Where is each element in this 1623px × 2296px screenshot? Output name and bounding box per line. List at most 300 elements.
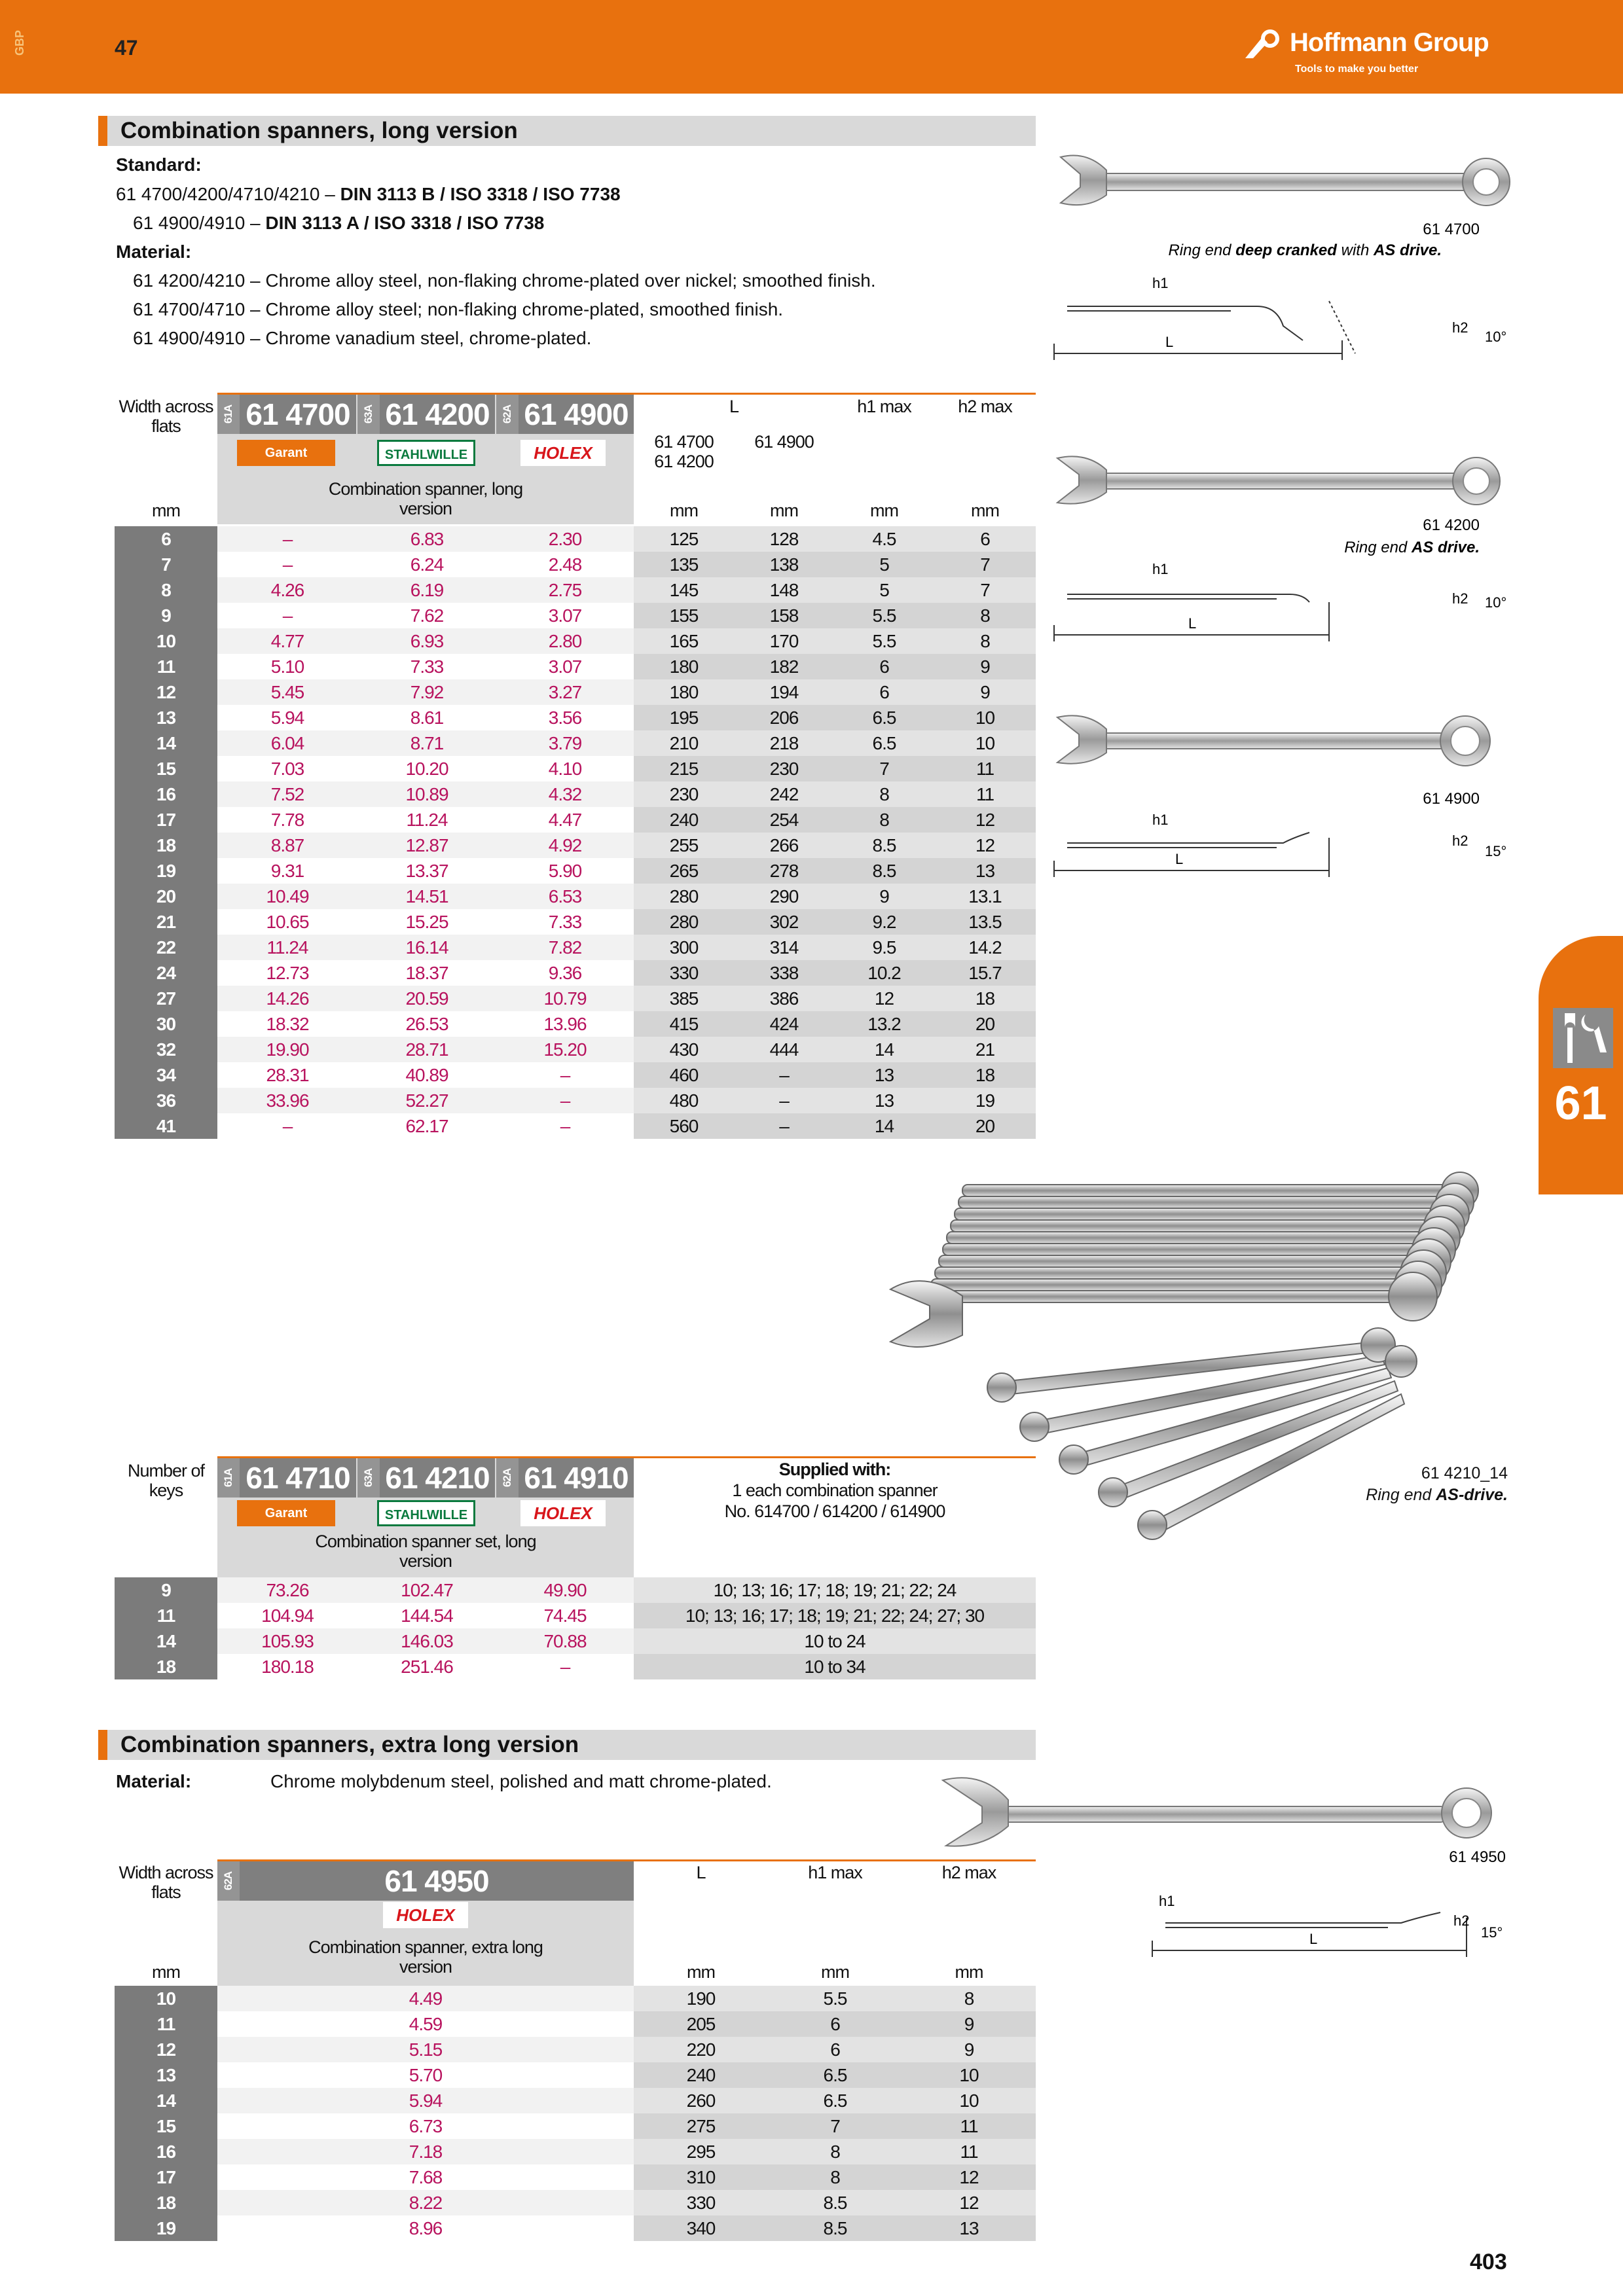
table3-h2-header: h2 max <box>941 1863 996 1882</box>
dimension-cell: 254 <box>734 807 834 833</box>
dimension-cell: 206 <box>734 705 834 730</box>
cat-badge-62a-2: 62A <box>496 1458 519 1498</box>
dimension-cell: 7 <box>934 577 1036 603</box>
dimension-cell: 13 <box>934 858 1036 884</box>
dimension-cell: 10 to 24 <box>634 1628 1036 1654</box>
page-number-bottom: 403 <box>1470 2250 1507 2274</box>
price-cell: 49.90 <box>496 1577 634 1603</box>
article-61-4210[interactable] <box>357 1458 495 1498</box>
set-spanner-bar <box>927 1291 1401 1302</box>
key-size-cell: 18 <box>115 1654 217 1679</box>
dimension-cell: 180 <box>634 654 734 679</box>
price-cell: 4.47 <box>496 807 634 833</box>
set-spanner-bar <box>951 1220 1440 1232</box>
price-cell: – <box>217 603 357 628</box>
dimension-cell: 6 <box>768 2037 902 2062</box>
price-cell: 6.04 <box>217 730 357 756</box>
set-spanner-bar <box>935 1267 1414 1279</box>
price-cell: 5.94 <box>217 705 357 730</box>
dimension-cell: 195 <box>634 705 734 730</box>
table1-row <box>115 960 1036 986</box>
price-cell: 26.53 <box>357 1011 496 1037</box>
hoffmann-group-logo[interactable] <box>1244 23 1506 82</box>
holex-logo-2: HOLEX <box>520 1500 606 1526</box>
cap1-code: 61 4700 <box>1423 221 1480 238</box>
table1-row <box>115 1037 1036 1062</box>
article-number-1: 61 4700 <box>246 397 350 431</box>
key-size-cell: 9 <box>115 1577 217 1603</box>
key-size-cell: 41 <box>115 1113 217 1139</box>
dimension-cell: 12 <box>934 833 1036 858</box>
dimension-cell: 12 <box>902 2164 1036 2190</box>
price-cell: 4.49 <box>217 1986 634 2011</box>
price-cell: 6.53 <box>496 884 634 909</box>
table1-row <box>115 884 1036 909</box>
dimension-cell: 295 <box>634 2139 768 2164</box>
price-cell: 3.27 <box>496 679 634 705</box>
dimension-cell: 9 <box>902 2011 1036 2037</box>
price-cell: 18.32 <box>217 1011 357 1037</box>
spanner-category-icon <box>1553 1008 1613 1068</box>
price-cell: 2.80 <box>496 628 634 654</box>
dimension-cell: 6.5 <box>768 2088 902 2113</box>
supplied-with-title: Supplied with: <box>778 1460 891 1479</box>
table1-L-header: L <box>729 397 739 416</box>
price-cell: 6.73 <box>217 2113 634 2139</box>
dimension-cell: 230 <box>734 756 834 781</box>
table1-row <box>115 1088 1036 1113</box>
dimension-drawing-61-4700 <box>1054 301 1355 360</box>
article-61-4900[interactable] <box>496 395 634 434</box>
table1-col-width-header: Width across flats <box>119 397 213 436</box>
dim-h2-2: h2 <box>1452 590 1468 607</box>
dimension-cell: 138 <box>734 552 834 577</box>
dimension-cell: 6 <box>934 526 1036 552</box>
material-line-2 <box>133 295 783 324</box>
key-size-cell: 32 <box>115 1037 217 1062</box>
hoffmann-logo-icon <box>1244 29 1285 61</box>
article-61-4700[interactable] <box>217 395 356 434</box>
key-size-cell: 18 <box>115 833 217 858</box>
table3-unit-h2: mm <box>955 1962 983 1982</box>
key-size-cell: 11 <box>115 1603 217 1628</box>
set-spanner-bar <box>958 1196 1453 1208</box>
price-cell: 2.75 <box>496 577 634 603</box>
dimension-cell: 9.2 <box>834 909 934 935</box>
dim-h1-1: h1 <box>1152 275 1169 291</box>
table1-row <box>115 705 1036 730</box>
key-size-cell: 16 <box>115 781 217 807</box>
material-line-1 <box>133 266 876 295</box>
table1-row <box>115 756 1036 781</box>
dimension-cell: 15.7 <box>934 960 1036 986</box>
table1-spanner-data <box>115 526 1036 1139</box>
price-cell: 74.45 <box>496 1603 634 1628</box>
price-cell: 8.22 <box>217 2190 634 2215</box>
table2-row <box>115 1654 1036 1679</box>
table1-h1-header: h1 max <box>857 397 911 416</box>
dimension-cell: 218 <box>734 730 834 756</box>
dimension-cell: 12 <box>902 2190 1036 2215</box>
price-cell: 40.89 <box>357 1062 496 1088</box>
price-cell: 12.73 <box>217 960 357 986</box>
dimension-cell: 275 <box>634 2113 768 2139</box>
dimension-cell: 158 <box>734 603 834 628</box>
table3-row <box>115 2062 1036 2088</box>
price-cell: – <box>496 1113 634 1139</box>
key-size-cell: 19 <box>115 2215 217 2241</box>
dimension-cell: 300 <box>634 935 734 960</box>
table1-row <box>115 730 1036 756</box>
dim-h1-2: h1 <box>1152 561 1169 577</box>
table3-unit-col0: mm <box>152 1962 180 1982</box>
table1-row <box>115 628 1036 654</box>
dimension-cell: 415 <box>634 1011 734 1037</box>
section-title-long-version: Combination spanners, long version <box>98 116 1036 146</box>
table3-col-width-header: Width across flats <box>119 1863 213 1902</box>
spanner-photo-61-4950 <box>943 1778 1491 1846</box>
price-cell: 146.03 <box>357 1628 496 1654</box>
dimension-cell: 12 <box>934 807 1036 833</box>
price-cell: 10.79 <box>496 986 634 1011</box>
key-size-cell: 14 <box>115 730 217 756</box>
key-size-cell: 24 <box>115 960 217 986</box>
table1-row <box>115 1113 1036 1139</box>
price-cell: 102.47 <box>357 1577 496 1603</box>
brand-tagline: Tools to make you better <box>1295 63 1419 75</box>
page-number-top: 47 <box>115 36 138 60</box>
dimension-cell: 6 <box>834 654 934 679</box>
dimension-cell: 338 <box>734 960 834 986</box>
dimension-cell: 20 <box>934 1113 1036 1139</box>
price-cell: – <box>496 1062 634 1088</box>
key-size-cell: 22 <box>115 935 217 960</box>
price-cell: 10.65 <box>217 909 357 935</box>
dimension-cell: 460 <box>634 1062 734 1088</box>
price-cell: 13.96 <box>496 1011 634 1037</box>
dimension-cell: 13.5 <box>934 909 1036 935</box>
set-caption-code: 61 4210_14 <box>1421 1464 1508 1482</box>
dimension-cell: 12 <box>834 986 934 1011</box>
dimension-cell: 424 <box>734 1011 834 1037</box>
price-cell: 4.92 <box>496 833 634 858</box>
table1-row <box>115 833 1036 858</box>
dimension-cell: 8.5 <box>768 2215 902 2241</box>
stahlwille-logo-2: STAHLWILLE <box>377 1500 475 1526</box>
table3-description: Combination spanner, extra long version <box>308 1937 543 1977</box>
price-cell: 14.51 <box>357 884 496 909</box>
price-cell: 7.82 <box>496 935 634 960</box>
mat1-text: Chrome alloy steel, non-flaking chrome-plated over nickel; smoothed finish. <box>265 270 876 291</box>
garant-logo: Garant <box>237 440 335 466</box>
dimension-cell: 5 <box>834 577 934 603</box>
price-cell: 9.31 <box>217 858 357 884</box>
dimension-cell: 280 <box>634 909 734 935</box>
set-article-2: 61 4210 <box>385 1461 490 1495</box>
angle-3: 15° <box>1485 843 1507 859</box>
key-size-cell: 17 <box>115 807 217 833</box>
table1-L-sub2: 61 4900 <box>754 432 814 452</box>
price-cell: 5.70 <box>217 2062 634 2088</box>
price-cell: 4.10 <box>496 756 634 781</box>
mat2-codes: 61 4700/4710 – <box>133 299 261 319</box>
price-cell: 5.94 <box>217 2088 634 2113</box>
mat3-codes: 61 4900/4910 – <box>133 328 261 348</box>
dim-L-3: L <box>1175 851 1184 867</box>
price-cell: 3.07 <box>496 654 634 679</box>
price-cell: 10.49 <box>217 884 357 909</box>
dimension-cell: 9 <box>902 2037 1036 2062</box>
spanner-photo-61-4700 <box>1061 156 1510 206</box>
standard-line-2 <box>133 209 544 238</box>
dimension-cell: 314 <box>734 935 834 960</box>
dimension-cell: 6 <box>834 679 934 705</box>
table3-extra-long-data <box>115 1986 1036 2241</box>
dimension-cell: 13 <box>834 1088 934 1113</box>
table2-row <box>115 1628 1036 1654</box>
key-size-cell: 6 <box>115 526 217 552</box>
dimension-cell: 19 <box>934 1088 1036 1113</box>
price-cell: 8.87 <box>217 833 357 858</box>
article-61-4200[interactable] <box>357 395 495 434</box>
dimension-cell: – <box>734 1062 834 1088</box>
dimension-cell: 165 <box>634 628 734 654</box>
mat3-text: Chrome vanadium steel, chrome-plated. <box>265 328 592 348</box>
dimension-cell: 10 <box>934 730 1036 756</box>
price-cell: 6.83 <box>357 526 496 552</box>
key-size-cell: 36 <box>115 1088 217 1113</box>
dimension-cell: 8 <box>902 1986 1036 2011</box>
dimension-cell: 10; 13; 16; 17; 18; 19; 21; 22; 24 <box>634 1577 1036 1603</box>
dimension-cell: 9 <box>934 654 1036 679</box>
dimension-cell: 205 <box>634 2011 768 2037</box>
set-article-1: 61 4710 <box>246 1461 350 1495</box>
table3-row <box>115 2164 1036 2190</box>
dimension-cell: 444 <box>734 1037 834 1062</box>
table1-description: Combination spanner, long version <box>328 479 523 518</box>
dimension-cell: 11 <box>934 756 1036 781</box>
dimension-cell: 386 <box>734 986 834 1011</box>
holex-logo: HOLEX <box>520 440 606 466</box>
key-size-cell: 12 <box>115 2037 217 2062</box>
dimension-cell: 255 <box>634 833 734 858</box>
dimension-cell: 9 <box>934 679 1036 705</box>
dimension-cell: 10.2 <box>834 960 934 986</box>
dimension-cell: 6.5 <box>834 730 934 756</box>
price-cell: 105.93 <box>217 1628 357 1654</box>
dimension-cell: 560 <box>634 1113 734 1139</box>
dimension-cell: 155 <box>634 603 734 628</box>
table3-row <box>115 1986 1036 2011</box>
price-cell: 7.92 <box>357 679 496 705</box>
key-size-cell: 13 <box>115 705 217 730</box>
price-cell: 19.90 <box>217 1037 357 1062</box>
dimension-cell: 21 <box>934 1037 1036 1062</box>
set-spanner-bar <box>955 1208 1447 1220</box>
table1-row <box>115 552 1036 577</box>
key-size-cell: 15 <box>115 756 217 781</box>
dimension-cell: 5.5 <box>768 1986 902 2011</box>
set-spanner-bar <box>947 1232 1434 1244</box>
table3-row <box>115 2011 1036 2037</box>
price-cell: 15.25 <box>357 909 496 935</box>
dim-h1-4: h1 <box>1159 1893 1175 1909</box>
dimension-cell: 6 <box>768 2011 902 2037</box>
price-cell: 6.93 <box>357 628 496 654</box>
dimension-cell: 9.5 <box>834 935 934 960</box>
dimension-cell: 11 <box>902 2113 1036 2139</box>
material-label-2: Material: <box>116 1771 192 1791</box>
dimension-cell: 20 <box>934 1011 1036 1037</box>
set-spanner-ring <box>1389 1272 1437 1321</box>
dimension-cell: 10 <box>934 705 1036 730</box>
price-cell: 7.18 <box>217 2139 634 2164</box>
dimension-cell: 148 <box>734 577 834 603</box>
dimension-cell: 7 <box>934 552 1036 577</box>
price-cell: 52.27 <box>357 1088 496 1113</box>
std2-norms: DIN 3113 A / ISO 3318 / ISO 7738 <box>265 213 545 233</box>
dimension-cell: 18 <box>934 1062 1036 1088</box>
dimension-cell: 385 <box>634 986 734 1011</box>
article-61-4710[interactable] <box>217 1458 356 1498</box>
table1-row <box>115 1062 1036 1088</box>
dimension-cell: 330 <box>634 2190 768 2215</box>
price-cell: 7.03 <box>217 756 357 781</box>
key-size-cell: 11 <box>115 654 217 679</box>
dim-L-1: L <box>1165 334 1174 350</box>
dimension-cell: 14 <box>834 1113 934 1139</box>
dimension-cell: 215 <box>634 756 734 781</box>
price-cell: 20.59 <box>357 986 496 1011</box>
price-cell: 28.31 <box>217 1062 357 1088</box>
dimension-drawing-61-4900 <box>1054 833 1329 877</box>
price-cell: 7.78 <box>217 807 357 833</box>
set-article-3: 61 4910 <box>524 1461 629 1495</box>
table1-row <box>115 526 1036 552</box>
dimension-cell: 290 <box>734 884 834 909</box>
mat1-codes: 61 4200/4210 – <box>133 270 261 291</box>
price-cell: 73.26 <box>217 1577 357 1603</box>
table1-unit-col0: mm <box>152 501 180 520</box>
key-size-cell: 7 <box>115 552 217 577</box>
dimension-cell: 8.5 <box>834 858 934 884</box>
article-61-4950[interactable] <box>217 1861 634 1901</box>
std2-codes: 61 4900/4910 – <box>133 213 261 233</box>
dimension-cell: 125 <box>634 526 734 552</box>
chapter-code: GBP <box>13 29 26 56</box>
key-size-cell: 19 <box>115 858 217 884</box>
key-size-cell: 9 <box>115 603 217 628</box>
dimension-cell: 18 <box>934 986 1036 1011</box>
price-cell: 2.30 <box>496 526 634 552</box>
dimension-cell: 8 <box>934 628 1036 654</box>
cat-badge-61a-2: 61A <box>217 1458 240 1498</box>
table3-unit-h1: mm <box>821 1962 849 1982</box>
price-cell: 7.62 <box>357 603 496 628</box>
price-cell: 70.88 <box>496 1628 634 1654</box>
price-cell: 3.79 <box>496 730 634 756</box>
price-cell: 180.18 <box>217 1654 357 1679</box>
dimension-cell: 302 <box>734 909 834 935</box>
price-cell: 7.33 <box>357 654 496 679</box>
price-cell: 5.15 <box>217 2037 634 2062</box>
dimension-cell: 9 <box>834 884 934 909</box>
dimension-cell: 210 <box>634 730 734 756</box>
dimension-cell: 330 <box>634 960 734 986</box>
dimension-cell: 278 <box>734 858 834 884</box>
price-cell: 104.94 <box>217 1603 357 1628</box>
key-size-cell: 18 <box>115 2190 217 2215</box>
price-cell: 8.61 <box>357 705 496 730</box>
dimension-cell: 13.1 <box>934 884 1036 909</box>
price-cell: 5.10 <box>217 654 357 679</box>
standard-label: Standard: <box>116 154 202 175</box>
price-cell: 2.48 <box>496 552 634 577</box>
key-size-cell: 20 <box>115 884 217 909</box>
table1-L-sub1: 61 4700 61 4200 <box>654 432 714 471</box>
table2-row <box>115 1577 1036 1603</box>
cap2-code: 61 4200 <box>1423 516 1480 534</box>
price-cell: – <box>496 1654 634 1679</box>
dimension-cell: 14.2 <box>934 935 1036 960</box>
price-cell: 8.71 <box>357 730 496 756</box>
set-spanner-bar <box>962 1185 1460 1196</box>
extra-long-fig-code: 61 4950 <box>1449 1848 1506 1866</box>
dimension-cell: 430 <box>634 1037 734 1062</box>
dimension-cell: 11 <box>934 781 1036 807</box>
material-line-3 <box>133 324 591 353</box>
std1-codes: 61 4700/4200/4710/4210 – <box>116 184 335 204</box>
price-cell: 6.19 <box>357 577 496 603</box>
angle-2: 10° <box>1485 594 1507 611</box>
price-cell: 10.89 <box>357 781 496 807</box>
price-cell: 11.24 <box>357 807 496 833</box>
dimension-cell: 310 <box>634 2164 768 2190</box>
dimension-cell: 6.5 <box>768 2062 902 2088</box>
dimension-cell: 13.2 <box>834 1011 934 1037</box>
key-size-cell: 21 <box>115 909 217 935</box>
key-size-cell: 10 <box>115 628 217 654</box>
dimension-cell: 4.5 <box>834 526 934 552</box>
article-61-4910[interactable] <box>496 1458 634 1498</box>
price-cell: – <box>496 1088 634 1113</box>
material-text-2: Chrome molybdenum steel, polished and matt chrome-plated. <box>270 1771 772 1791</box>
table3-L-header: L <box>696 1863 706 1882</box>
chapter-side-tab[interactable] <box>1539 936 1623 1194</box>
table3-row <box>115 2037 1036 2062</box>
dimension-cell: 11 <box>902 2139 1036 2164</box>
dimension-cell: 8 <box>768 2139 902 2164</box>
dimension-cell: 135 <box>634 552 734 577</box>
chapter-number: 61 <box>1554 1077 1607 1130</box>
price-cell: 5.90 <box>496 858 634 884</box>
price-cell: 10.20 <box>357 756 496 781</box>
dimension-cell: 128 <box>734 526 834 552</box>
dim-L-4: L <box>1309 1931 1318 1947</box>
table1-row <box>115 858 1036 884</box>
dimension-cell: 10 <box>902 2062 1036 2088</box>
table1-row <box>115 679 1036 705</box>
spanner-photo-61-4200 <box>1057 456 1500 505</box>
price-cell: – <box>217 1113 357 1139</box>
dimension-cell: 7 <box>768 2113 902 2139</box>
price-cell: 15.20 <box>496 1037 634 1062</box>
key-size-cell: 15 <box>115 2113 217 2139</box>
set-spanner-bar <box>939 1255 1421 1267</box>
dimension-cell: 266 <box>734 833 834 858</box>
price-cell: 3.07 <box>496 603 634 628</box>
dim-h2-3: h2 <box>1452 833 1468 849</box>
